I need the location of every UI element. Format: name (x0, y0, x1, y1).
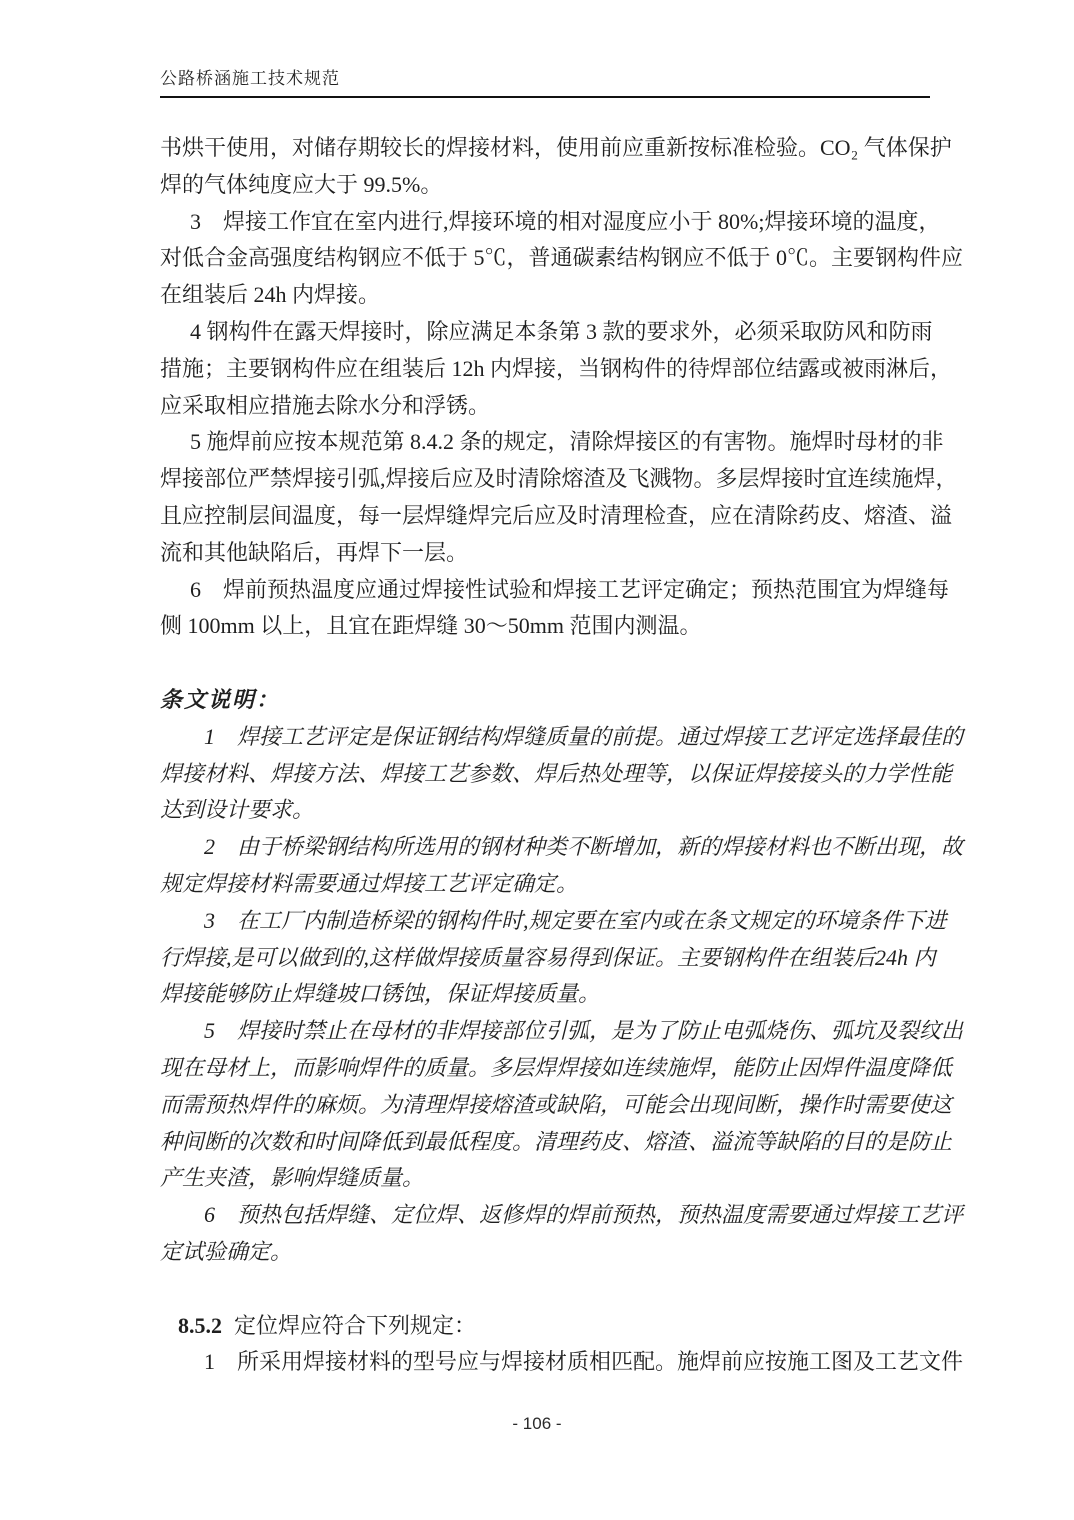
page-number (0, 1414, 1074, 1434)
blank-line (160, 645, 930, 682)
clause-heading (160, 1308, 930, 1345)
commentary-heading: 条文说明： (160, 686, 281, 712)
body-line: 焊的气体纯度应大于 99.5%。 (160, 171, 443, 197)
commentary-line: 1 焊接工艺评定是保证钢结构焊缝质量的前提。通过焊接工艺评定选择最佳的 (204, 723, 964, 749)
page-number-text: - 106 - (512, 1414, 562, 1433)
body-line: 6 焊前预热温度应通过焊接性试验和焊接工艺评定确定；预热范围宜为焊缝每 (190, 576, 950, 602)
document-title: 公路桥涵施工技术规范 (160, 69, 340, 88)
page-body (160, 130, 964, 1381)
commentary-line: 2 由于桥梁钢结构所选用的钢材种类不断增加，新的焊接材料也不断出现，故 (204, 834, 964, 860)
clause-title: 定位焊应符合下列规定： (234, 1312, 477, 1338)
commentary-line: 而需预热焊件的麻烦。为清理焊接熔渣或缺陷，可能会出现间断，操作时需要使这 (160, 1091, 953, 1117)
commentary-line: 达到设计要求。 (160, 797, 315, 823)
body-line: 流和其他缺陷后，再焊下一层。 (160, 539, 469, 565)
commentary-line: 6 预热包括焊缝、定位焊、返修焊的焊前预热，预热温度需要通过焊接工艺评 (204, 1202, 964, 1228)
commentary-line: 3 在工厂内制造桥梁的钢构件时,规定要在室内或在条文规定的环境条件下进 (204, 907, 947, 933)
body-line: 侧 100mm 以上，且宜在距焊缝 30～50mm 范围内测温。 (160, 613, 702, 639)
body-line: 在组装后 24h 内焊接。 (160, 282, 381, 308)
body-line: 4 钢构件在露天焊接时，除应满足本条第 3 款的要求外，必须采取防风和防雨 (190, 318, 933, 344)
body-line: 且应控制层间温度，每一层焊缝焊完后应及时清理检查，应在清除药皮、熔渣、溢 (160, 502, 953, 528)
commentary-line: 规定焊接材料需要通过焊接工艺评定确定。 (160, 870, 579, 896)
commentary-line: 定试验确定。 (160, 1238, 293, 1264)
commentary-line: 现在母材上，而影响焊件的质量。多层焊焊接如连续施焊，能防止因焊件温度降低 (160, 1054, 953, 1080)
body-line: 5 施焊前应按本规范第 8.4.2 条的规定，清除焊接区的有害物。施焊时母材的非 (190, 429, 944, 455)
body-line: 应采取相应措施去除水分和浮锈。 (160, 392, 491, 418)
body-line: 1 所采用焊接材料的型号应与焊接材质相匹配。施焊前应按施工图及工艺文件 (204, 1349, 964, 1375)
body-line: 书烘干使用，对储存期较长的焊接材料，使用前应重新按标准检验。CO₂ 气体保护 (160, 135, 952, 160)
running-header (160, 68, 930, 98)
commentary-line: 5 焊接时禁止在母材的非焊接部位引弧，是为了防止电弧烧伤、弧坑及裂纹出 (204, 1018, 964, 1044)
clause-number: 8.5.2 (178, 1312, 222, 1338)
commentary-line: 行焊接,是可以做到的,这样做焊接质量容易得到保证。主要钢构件在组装后24h 内 (160, 944, 936, 970)
commentary-line: 焊接材料、焊接方法、焊接工艺参数、焊后热处理等，以保证焊接接头的力学性能 (160, 760, 953, 786)
body-line: 对低合金高强度结构钢应不低于 5℃，普通碳素结构钢应不低于 0℃。主要钢构件应 (160, 245, 964, 271)
body-line: 措施；主要钢构件应在组装后 12h 内焊接，当钢构件的待焊部位结露或被雨淋后， (160, 355, 953, 381)
body-line: 3 焊接工作宜在室内进行,焊接环境的相对湿度应小于 80%;焊接环境的温度， (190, 208, 941, 234)
blank-line (160, 1271, 930, 1308)
commentary-line: 种间断的次数和时间降低到最低程度。清理药皮、熔渣、溢流等缺陷的目的是防止 (160, 1128, 953, 1154)
commentary-line: 焊接能够防止焊缝坡口锈蚀，保证焊接质量。 (160, 981, 601, 1007)
body-line: 焊接部位严禁焊接引弧,焊接后应及时清除熔渣及飞溅物。多层焊接时宜连续施焊， (160, 466, 958, 492)
commentary-line: 产生夹渣，影响焊缝质量。 (160, 1165, 425, 1191)
